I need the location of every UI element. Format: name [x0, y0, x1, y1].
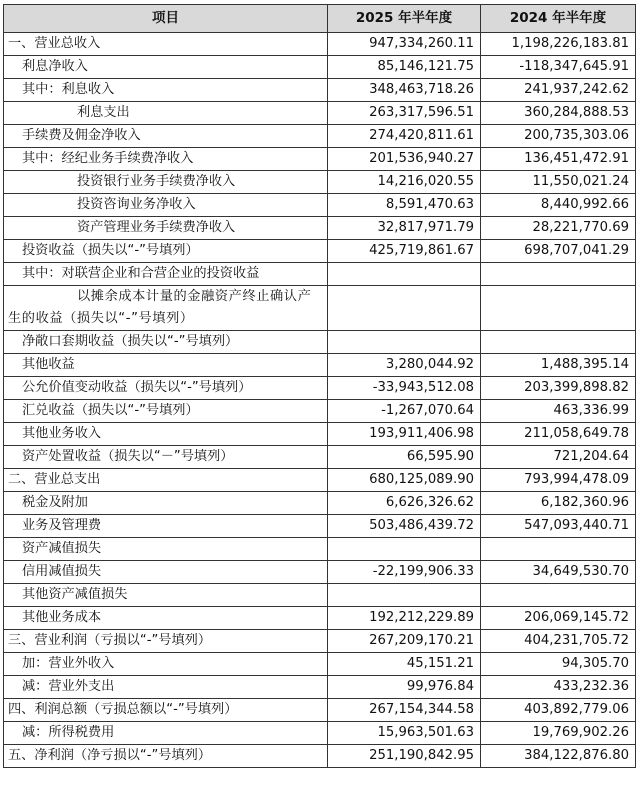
table-row [4, 240, 636, 263]
value-2025-h1: 66,595.90 [328, 446, 481, 469]
value-2025-h1 [328, 331, 481, 354]
value-2024-h1: 698,707,041.29 [481, 240, 636, 263]
table-row [4, 263, 636, 286]
value-2025-h1: 8,591,470.63 [328, 194, 481, 217]
row-label: 四、利润总额（亏损总额以“-”号填列） [4, 699, 328, 722]
value-2024-h1: 433,232.36 [481, 676, 636, 699]
table-row [4, 194, 636, 217]
table-row [4, 79, 636, 102]
value-2024-h1 [481, 331, 636, 354]
row-label: 信用减值损失 [4, 561, 328, 584]
value-2025-h1: 503,486,439.72 [328, 515, 481, 538]
value-2025-h1: 680,125,089.90 [328, 469, 481, 492]
value-2025-h1 [328, 538, 481, 561]
value-2024-h1: 19,769,902.26 [481, 722, 636, 745]
value-2025-h1: 3,280,044.92 [328, 354, 481, 377]
row-label: 其中：利息收入 [4, 79, 328, 102]
table-row [4, 722, 636, 745]
value-2024-h1 [481, 584, 636, 607]
table-row [4, 653, 636, 676]
value-2024-h1: 34,649,530.70 [481, 561, 636, 584]
value-2025-h1: 14,216,020.55 [328, 171, 481, 194]
table-row [4, 33, 636, 56]
value-2024-h1: 136,451,472.91 [481, 148, 636, 171]
row-label: 三、营业利润（亏损以“-”号填列） [4, 630, 328, 653]
value-2024-h1: 1,198,226,183.81 [481, 33, 636, 56]
income-statement-table [3, 4, 636, 768]
value-2024-h1: 241,937,242.62 [481, 79, 636, 102]
value-2024-h1: 200,735,303.06 [481, 125, 636, 148]
value-2024-h1: 360,284,888.53 [481, 102, 636, 125]
value-2024-h1: 8,440,992.66 [481, 194, 636, 217]
table-row [4, 377, 636, 400]
header-2025-h1: 2025 年半年度 [328, 5, 481, 33]
table-row [4, 56, 636, 79]
row-label: 其中：经纪业务手续费净收入 [4, 148, 328, 171]
table-row [4, 584, 636, 607]
value-2025-h1: -22,199,906.33 [328, 561, 481, 584]
value-2025-h1: 99,976.84 [328, 676, 481, 699]
value-2024-h1: 1,488,395.14 [481, 354, 636, 377]
row-label: 其他业务收入 [4, 423, 328, 446]
table-row [4, 515, 636, 538]
table-row [4, 148, 636, 171]
row-label: 一、营业总收入 [4, 33, 328, 56]
row-label: 税金及附加 [4, 492, 328, 515]
row-label: 二、营业总支出 [4, 469, 328, 492]
value-2025-h1: 192,212,229.89 [328, 607, 481, 630]
row-label: 利息支出 [4, 102, 328, 125]
row-label: 利息净收入 [4, 56, 328, 79]
value-2024-h1: 384,122,876.80 [481, 745, 636, 768]
table-row [4, 561, 636, 584]
value-2024-h1: -118,347,645.91 [481, 56, 636, 79]
income-statement [3, 4, 635, 768]
table-row [4, 630, 636, 653]
row-label: 手续费及佣金净收入 [4, 125, 328, 148]
row-label: 其他收益 [4, 354, 328, 377]
value-2024-h1: 547,093,440.71 [481, 515, 636, 538]
value-2025-h1: 45,151.21 [328, 653, 481, 676]
value-2024-h1 [481, 263, 636, 286]
value-2024-h1 [481, 286, 636, 331]
table-row [4, 217, 636, 240]
value-2024-h1 [481, 538, 636, 561]
header-2024-h1: 2024 年半年度 [481, 5, 636, 33]
value-2024-h1: 211,058,649.78 [481, 423, 636, 446]
value-2025-h1: 274,420,811.61 [328, 125, 481, 148]
row-label: 资产处置收益（损失以“－”号填列） [4, 446, 328, 469]
value-2025-h1: 85,146,121.75 [328, 56, 481, 79]
table-row [4, 538, 636, 561]
value-2025-h1: 251,190,842.95 [328, 745, 481, 768]
row-label: 投资收益（损失以“-”号填列） [4, 240, 328, 263]
table-row [4, 676, 636, 699]
value-2025-h1: 947,334,260.11 [328, 33, 481, 56]
table-row [4, 331, 636, 354]
value-2025-h1 [328, 263, 481, 286]
value-2025-h1: 32,817,971.79 [328, 217, 481, 240]
row-label: 净敞口套期收益（损失以“-”号填列） [4, 331, 328, 354]
table-row [4, 125, 636, 148]
table-body [4, 33, 636, 768]
table-row [4, 102, 636, 125]
row-label: 资产管理业务手续费净收入 [4, 217, 328, 240]
row-label: 资产减值损失 [4, 538, 328, 561]
value-2024-h1: 206,069,145.72 [481, 607, 636, 630]
row-label: 以摊余成本计量的金融资产终止确认产生的收益（损失以“-”号填列） [4, 286, 328, 331]
table-row [4, 446, 636, 469]
value-2025-h1: 193,911,406.98 [328, 423, 481, 446]
value-2025-h1: 15,963,501.63 [328, 722, 481, 745]
row-label: 其中：对联营企业和合营企业的投资收益 [4, 263, 328, 286]
value-2025-h1: 6,626,326.62 [328, 492, 481, 515]
row-label: 减：营业外支出 [4, 676, 328, 699]
value-2024-h1: 793,994,478.09 [481, 469, 636, 492]
value-2025-h1: -1,267,070.64 [328, 400, 481, 423]
table-row [4, 492, 636, 515]
value-2024-h1: 403,892,779.06 [481, 699, 636, 722]
value-2025-h1: 263,317,596.51 [328, 102, 481, 125]
row-label: 汇兑收益（损失以“-”号填列） [4, 400, 328, 423]
table-row [4, 354, 636, 377]
table-header-row [4, 5, 636, 33]
header-item: 项目 [4, 5, 328, 33]
value-2024-h1: 6,182,360.96 [481, 492, 636, 515]
row-label: 其他业务成本 [4, 607, 328, 630]
table-row [4, 423, 636, 446]
value-2025-h1 [328, 286, 481, 331]
row-label: 五、净利润（净亏损以“-”号填列） [4, 745, 328, 768]
value-2025-h1: 425,719,861.67 [328, 240, 481, 263]
value-2025-h1: 201,536,940.27 [328, 148, 481, 171]
table-row [4, 286, 636, 331]
value-2025-h1: -33,943,512.08 [328, 377, 481, 400]
row-label: 其他资产减值损失 [4, 584, 328, 607]
table-row [4, 469, 636, 492]
row-label: 投资银行业务手续费净收入 [4, 171, 328, 194]
value-2025-h1: 348,463,718.26 [328, 79, 481, 102]
table-row [4, 745, 636, 768]
row-label: 业务及管理费 [4, 515, 328, 538]
table-row [4, 171, 636, 194]
value-2025-h1: 267,154,344.58 [328, 699, 481, 722]
value-2024-h1: 94,305.70 [481, 653, 636, 676]
row-label: 公允价值变动收益（损失以“-”号填列） [4, 377, 328, 400]
value-2024-h1: 404,231,705.72 [481, 630, 636, 653]
value-2024-h1: 463,336.99 [481, 400, 636, 423]
table-row [4, 607, 636, 630]
row-label: 加：营业外收入 [4, 653, 328, 676]
value-2024-h1: 28,221,770.69 [481, 217, 636, 240]
value-2025-h1 [328, 584, 481, 607]
value-2025-h1: 267,209,170.21 [328, 630, 481, 653]
table-row [4, 699, 636, 722]
row-label: 投资咨询业务净收入 [4, 194, 328, 217]
value-2024-h1: 11,550,021.24 [481, 171, 636, 194]
table-row [4, 400, 636, 423]
value-2024-h1: 721,204.64 [481, 446, 636, 469]
value-2024-h1: 203,399,898.82 [481, 377, 636, 400]
row-label: 减：所得税费用 [4, 722, 328, 745]
